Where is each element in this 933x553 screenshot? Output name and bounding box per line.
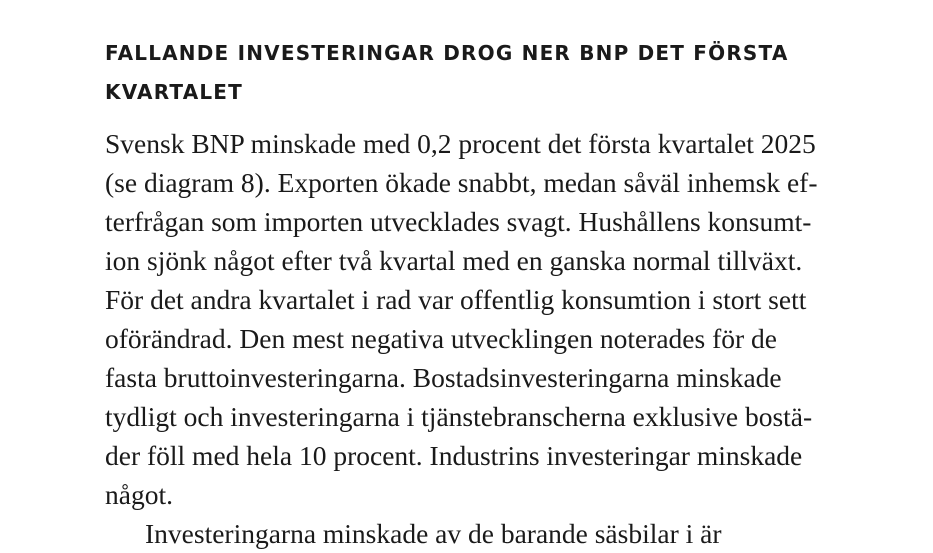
text-line: oförändrad. Den mest negativa utvecklingen noterades för de: [105, 323, 777, 354]
text-line: fasta bruttoinvesteringarna. Bostadsinvesteringarna minskade: [105, 362, 782, 393]
heading-line: KVARTALET: [105, 80, 244, 104]
text-line: terfrågan som importen utvecklades svagt. Hushållens konsumt-: [105, 206, 812, 237]
text-line-partial: Investeringarna minskade av de barande säsbilar i är: [145, 518, 722, 549]
text-line: För det andra kvartalet i rad var offentlig konsumtion i stort sett: [105, 284, 807, 315]
text-line: Svensk BNP minskade med 0,2 procent det första kvartalet 2025: [105, 128, 816, 159]
text-line: ion sjönk något efter två kvartal med en ganska normal tillväxt.: [105, 245, 803, 276]
text-line: (se diagram 8). Exporten ökade snabbt, medan såväl inhemsk ef-: [105, 167, 818, 198]
body-paragraph: [105, 124, 915, 553]
text-line: något.: [105, 479, 173, 510]
heading-line: FALLANDE INVESTERINGAR DROG NER BNP DET FÖRSTA: [105, 41, 789, 65]
text-line: der föll med hela 10 procent. Industrins investeringar minskade: [105, 440, 803, 471]
text-line: tydligt och investeringarna i tjänstebranscherna exklusive bostä-: [105, 401, 813, 432]
section-heading: [105, 34, 905, 112]
